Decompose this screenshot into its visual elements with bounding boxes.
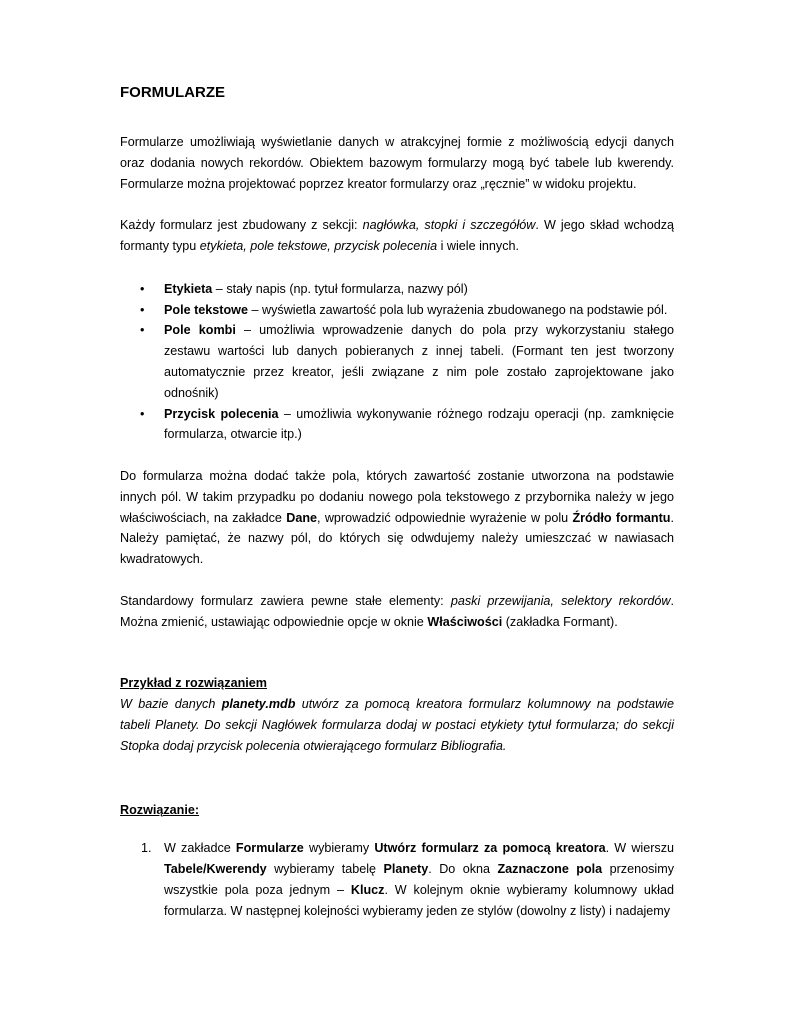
description: – umożliwia wprowadzenie danych do pola przy wykorzystaniu stałego zestawu wartości lub danych pobieranych z innej tabeli. (Formant ten jest tworzony automatycznie przez kreator, jeśli związane z nim pole zostało zaprojektowane jako odnośnik) [164, 323, 674, 400]
bold-run: Dane [286, 510, 318, 525]
bold-run: Planety [383, 862, 429, 877]
document-page [120, 83, 674, 922]
spacer [120, 124, 674, 132]
page-title: FORMULARZE [120, 84, 225, 101]
text-run: W zakładce [164, 841, 236, 856]
text-run: wybieramy tabelę [266, 862, 384, 877]
italic-run: W bazie danych [120, 697, 222, 712]
sections-paragraph [120, 215, 674, 257]
description: – wyświetla zawartość pola lub wyrażenia zbudowanego na podstawie pól. [248, 302, 668, 317]
list-item [120, 279, 674, 300]
bold-run: Formularze [235, 841, 304, 856]
control-types-list [120, 279, 674, 445]
spacer [120, 820, 674, 838]
italic-run: nagłówka, stopki i szczegółów [362, 218, 536, 233]
text-run: . Należy pamiętać, że nazwy pól, do których się odwdujemy należy umieszczać w nawiasach kwadratowych. [120, 510, 674, 567]
text-run: , wprowadzić odpowiednie wyrażenie w polu [317, 510, 573, 525]
example-task [120, 694, 674, 756]
term: Przycisk polecenia [164, 406, 279, 421]
list-item [120, 838, 674, 921]
term: Pole tekstowe [164, 302, 248, 317]
step-number: 1. [141, 841, 152, 856]
bold-run: Tabele/Kwerendy [164, 862, 267, 877]
spacer [120, 257, 674, 279]
text-run: wybieramy [303, 841, 375, 856]
standard-elements-paragraph [120, 591, 674, 633]
intro-paragraph: Formularze umożliwiają wyświetlanie danych w atrakcyjnej formie z możliwością edycji danych oraz dodania nowych rekordów. Obiektem bazowym formularzy mogą być tabele lub kwerendy. Formularze można projektować poprzez kreator formularzy oraz „ręcznie” w widoku projektu. [120, 135, 674, 191]
bold-run: Właściwości [427, 614, 503, 629]
text-run: Do formularza można dodać także pola, których zawartość zostanie utworzona na podstawie innych pól. W takim przypadku po dodaniu nowego pola tekstowego z przybornika należy w jego właściwościach, na zakładce [120, 468, 674, 525]
spacer [120, 632, 674, 673]
text-run: i wiele innych. [437, 238, 520, 253]
section-heading: Rozwiązanie: [120, 802, 200, 817]
text-run: (zakładka Formant). [502, 614, 618, 629]
bold-run: Źródło formantu [572, 510, 671, 525]
description: – stały napis (np. tytuł formularza, nazwy pól) [212, 281, 468, 296]
section-heading: Przykład z rozwiązaniem [120, 676, 267, 691]
term: Etykieta [164, 281, 213, 296]
spacer [120, 570, 674, 591]
list-item [120, 320, 674, 403]
spacer [120, 445, 674, 466]
bold-run: Utwórz formularz za pomocą kreatora [374, 841, 606, 856]
bold-run: planety.mdb [221, 697, 296, 712]
text-run: . Można zmienić, ustawiając odpowiednie opcje w oknie [120, 593, 674, 629]
italic-run: utwórz za pomocą kreatora formularz kolumnowy na podstawie tabeli Planety. Do sekcji Nagłówek formularza dodaj w postaci etykiety tytuł formularza; do sekcji Stopka dodaj przycisk polecenia otwierającego formularz Bibliografia. [120, 697, 674, 753]
bold-italic-run [222, 697, 296, 711]
list-item [120, 300, 674, 321]
description: – umożliwia wykonywanie różnego rodzaju operacji (np. zamknięcie formularza, otwarcie itp.) [164, 406, 674, 442]
text-run: Standardowy formularz zawiera pewne stałe elementy: [120, 593, 451, 608]
solution-heading [120, 800, 674, 821]
term: Pole kombi [164, 323, 236, 338]
text-run: . W kolejnym oknie wybieramy kolumnowy układ formularza. W następnej kolejności wybieramy jeden ze stylów (dowolny z listy) i nadajemy [164, 882, 674, 918]
text-run: przenosimy wszystkie pola poza jednym – [164, 862, 674, 897]
italic-run: paski przewijania, selektory rekordów [450, 593, 671, 608]
list-item [120, 404, 674, 446]
spacer [120, 194, 674, 215]
bold-run: Zaznaczone pola [497, 862, 603, 877]
text-run: . W wierszu [605, 841, 675, 856]
text-run: . Do okna [428, 862, 498, 877]
text-run: . W jego skład wchodzą formanty typu [120, 218, 675, 253]
text-run: Każdy formularz jest zbudowany z sekcji: [120, 218, 363, 233]
solution-steps [120, 838, 674, 921]
bold-run: Klucz [350, 882, 385, 897]
italic-run: etykieta, pole tekstowe, przycisk polecenia [199, 238, 438, 253]
spacer [120, 757, 674, 800]
calculated-fields-paragraph [120, 466, 674, 570]
example-heading [120, 673, 674, 694]
